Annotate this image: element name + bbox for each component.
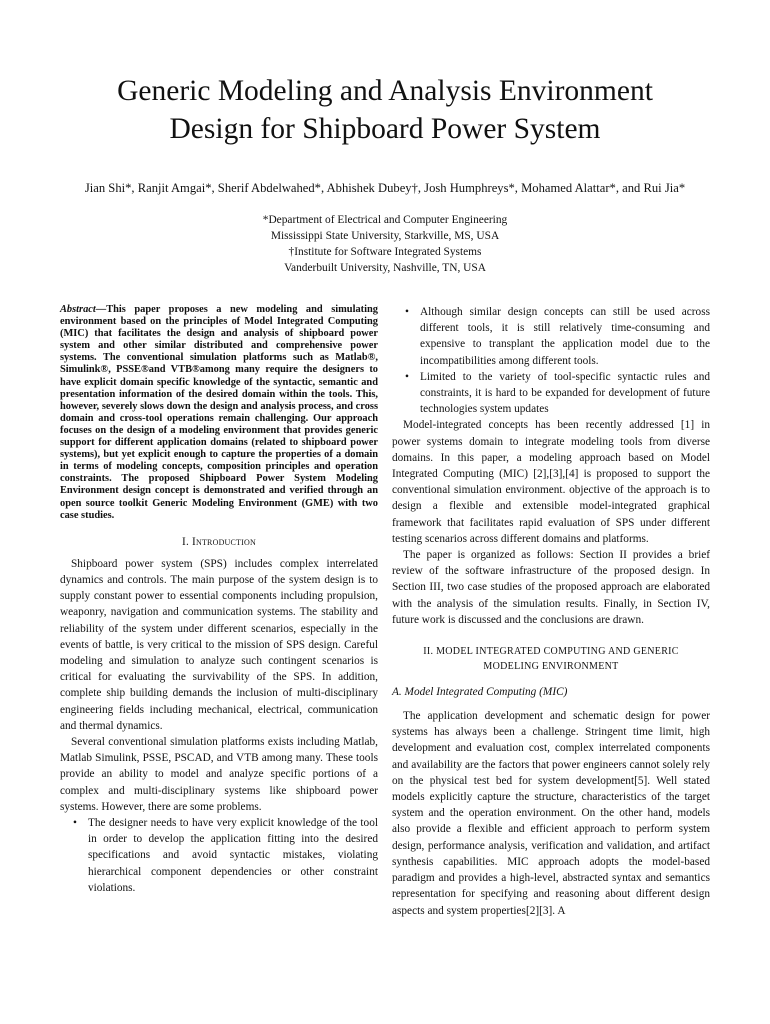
list-item <box>392 369 710 418</box>
affiliation-line: *Department of Electrical and Computer Engineering <box>262 214 508 226</box>
left-column <box>60 304 378 896</box>
abstract-lead: Abstract <box>60 304 96 315</box>
subsection-heading: A. Model Integrated Computing (MIC) <box>392 686 568 699</box>
bullet-list <box>60 815 378 896</box>
section-heading-line-1: II. MODEL INTEGRATED COMPUTING AND GENERIC <box>423 646 679 658</box>
abstract-text: —This paper proposes a new modeling and simulating environment based on the principles of Model Integrated Computing (MIC) that facilitates the design and analysis of shipboard power system and other similar distributed and comprehensive power systems. The conventional simulation platforms such as Matlab®, Simulink®, PSSE®and VTB®among many require the designers to have explicit domain specific knowledge of the syntactic, semantic and presentation information of the desired domain within the tools. This, however, severely slows down the design and analysis process, and cross domain and cross-tool operations remain challenging. Our approach focuses on the design of a modeling environment that provides generic support for different application domains (related to shipboard power systems), but yet explicit enough to capture the properties of a domain in terms of modeling concepts, composition principles and operation constraints. The proposed Shipboard Power System Modeling Environment design concept is demonstrated and verified through an open source toolkit Generic Modeling Environment (GME) with two case studies. <box>60 304 378 521</box>
paragraph: Model-integrated concepts has been recently addressed [1] in power systems domain to integrate modeling tools from diverse domains. In this paper, a modeling approach based on Model Integrated Computing (MIC) [2],[3],[4] is proposed to support the conventional simulation environment. objective of the approach is to design a flexible and extensible model-integrated graphical framework that facilitates rapid evaluation of SPS under different testing scenarios across different domains and platforms. <box>392 419 710 545</box>
right-column <box>392 304 710 919</box>
paragraph: Several conventional simulation platforms exists including Matlab, Matlab Simulink, PSSE, PSCAD, and VTB among many. These tools provide an ability to model and analyze specific portions of a complex and multi-disciplinary systems like shipboard power systems. However, there are some problems. <box>60 735 378 813</box>
section-heading-introduction: I. Introduction <box>182 535 256 548</box>
affiliation-line: Vanderbuilt University, Nashville, TN, USA <box>284 262 486 274</box>
list-item <box>60 815 378 896</box>
list-item <box>392 304 710 369</box>
bullet-icon: • <box>73 816 77 829</box>
title-line-1: Generic Modeling and Analysis Environment <box>117 75 653 107</box>
bullet-icon: • <box>405 370 409 383</box>
author-list: Jian Shi*, Ranjit Amgai*, Sherif Abdelwahed*, Abhishek Dubey†, Josh Humphreys*, Mohamed Alattar*, and Rui Jia* <box>84 181 686 195</box>
paper-title <box>0 72 770 148</box>
list-item-text: Limited to the variety of tool-specific syntactic rules and constraints, it is hard to be expanded for development of future technologies system updates <box>420 370 710 416</box>
abstract <box>60 304 378 522</box>
list-item-text: The designer needs to have very explicit knowledge of the tool in order to develop the application fitting into the desired specifications and avoid syntactic mistakes, violating hierarchical component dependencies or other constraint violations. <box>88 816 378 894</box>
paragraph: The paper is organized as follows: Section II provides a brief review of the software infrastructure of the proposed design. In Section III, two case studies of the proposed approach are elaborated with the analysis of the simulation results. Finally, in Section IV, future work is discussed and the conclusions are drawn. <box>392 549 710 626</box>
affiliation-line: Mississippi State University, Starkville, MS, USA <box>270 230 500 242</box>
section-heading-mic <box>392 644 710 674</box>
title-line-2: Design for Shipboard Power System <box>169 113 601 145</box>
affiliation-line: †Institute for Software Integrated Systems <box>288 246 482 258</box>
section-heading-line-2: MODELING ENVIRONMENT <box>483 661 619 673</box>
bullet-list-continued <box>392 304 710 417</box>
list-item-text: Although similar design concepts can still be used across different tools, it is still relatively time-consuming and expensive to transplant the application model due to the incompatibilities among different tools. <box>420 306 710 367</box>
paragraph: Shipboard power system (SPS) includes complex interrelated dynamics and controls. The main purpose of the system design is to supply constant power to essential components including propulsion, weaponry, navigation and communication systems. The stability and reliability of the system under different scenarios, especially in the events of battle, is very critical to the mission of SPS design. Careful modeling and simulation to analyze such contingent scenarios is critical for evaluating the survivability of the SPS. In addition, complete ship building demands the inclusion of multi-disciplinary engineering fields including mechanical, electrical, communication and thermal dynamics. <box>60 557 378 732</box>
affiliations <box>0 212 770 276</box>
paragraph: The application development and schematic design for power systems has always been a challenge. Stringent time limit, high development and evaluation cost, complex interrelated components and availability are the factors that power engineers cannot solely rely on the physical test bed for system development[5]. Well stated models explicitly capture the structure, characteristics of the target system and the operation environment. On the other hand, models also provide a flexible and efficient approach to perform system design, performance analysis, verification and validation, and artifact synthesis capabilities. MIC approach adopts the model-based paradigm and provides a high-level, abstracted syntax and semantics representation for specifying and reasoning about different design aspects and system properties[2][3]. A <box>392 710 710 917</box>
bullet-icon: • <box>405 306 409 318</box>
